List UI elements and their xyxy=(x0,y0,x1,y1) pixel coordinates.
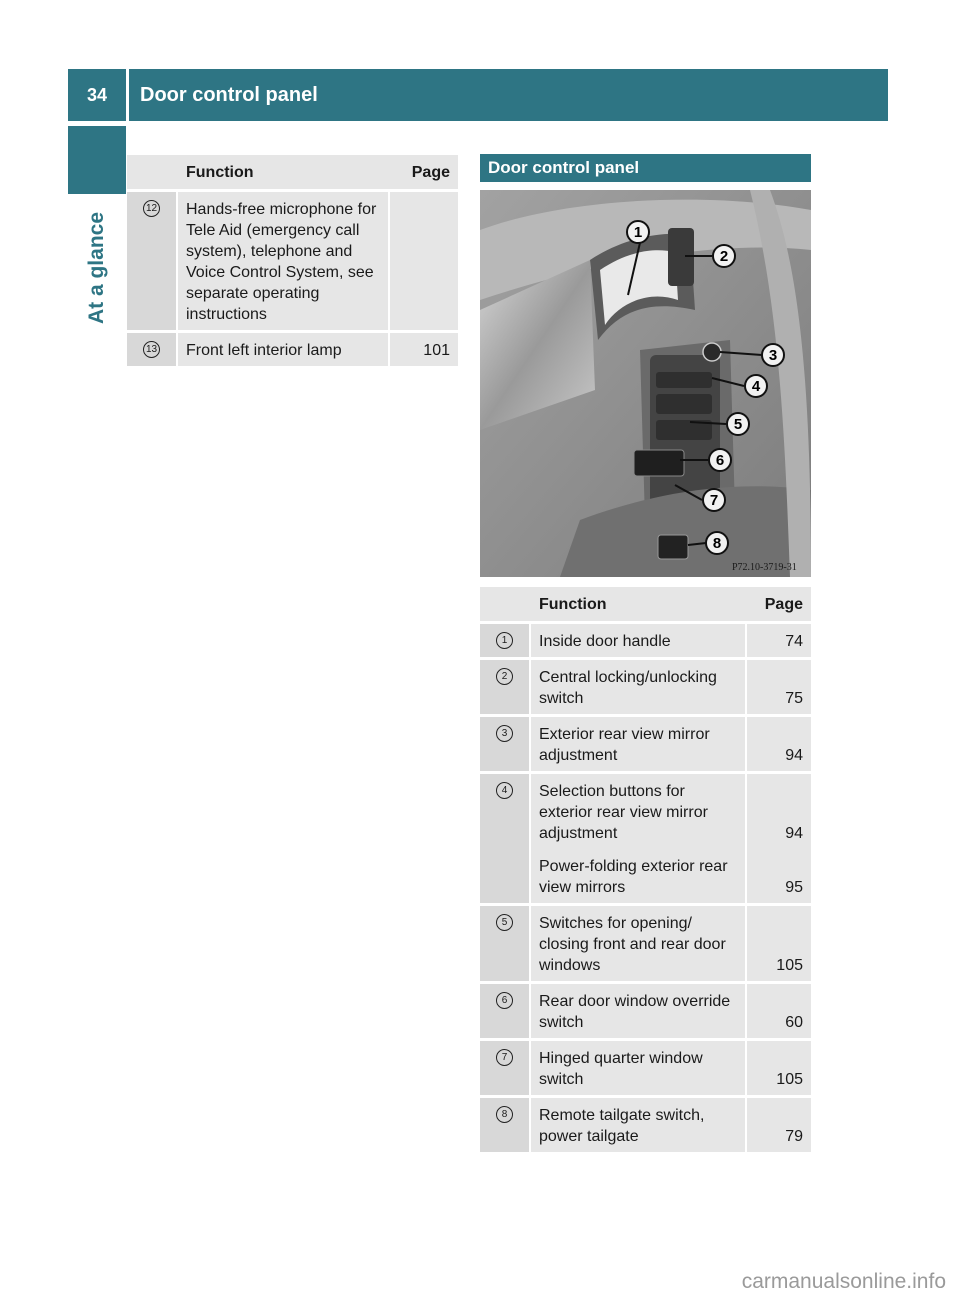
section-heading: Door control panel xyxy=(480,154,811,182)
table-row xyxy=(127,333,458,369)
table-header-row xyxy=(480,587,811,624)
row-page xyxy=(390,192,458,333)
header-function: Function xyxy=(178,155,390,192)
section-tab-label: At a glance xyxy=(85,211,109,325)
left-function-table xyxy=(127,155,458,369)
header-page: Page xyxy=(390,155,458,192)
door-panel-illustration xyxy=(480,190,811,577)
row-function: Switches for opening/ closing front and rear door windows xyxy=(531,906,747,984)
table-row xyxy=(480,717,811,774)
door-panel-photo xyxy=(480,190,811,577)
page-title: Door control panel xyxy=(140,83,318,106)
row-number xyxy=(480,624,531,660)
row-page: 105 xyxy=(747,1041,811,1098)
row-number xyxy=(480,1098,531,1155)
row-number xyxy=(480,1041,531,1098)
number-circle: 13 xyxy=(143,341,160,358)
row-function: Inside door handle xyxy=(531,624,747,660)
table-header-row xyxy=(127,155,458,192)
row-function: Selection buttons for exterior rear view mirror adjustment xyxy=(531,774,747,849)
row-page: 94 xyxy=(747,717,811,774)
header-num xyxy=(127,155,178,192)
callout-5: 5 xyxy=(733,416,743,433)
header-page: Page xyxy=(747,587,811,624)
row-page: 94 xyxy=(747,774,811,849)
row-function: Hinged quarter window switch xyxy=(531,1041,747,1098)
table-row xyxy=(480,660,811,717)
table-row xyxy=(480,984,811,1041)
table-row xyxy=(480,774,811,849)
callout-3: 3 xyxy=(768,347,778,364)
row-number xyxy=(480,774,531,849)
right-function-table xyxy=(480,587,811,1155)
row-number xyxy=(480,849,531,906)
callout-6: 6 xyxy=(715,452,725,469)
row-page: 60 xyxy=(747,984,811,1041)
row-page: 74 xyxy=(747,624,811,660)
number-circle: 5 xyxy=(496,914,513,931)
table-row xyxy=(480,1098,811,1155)
table-row xyxy=(480,1041,811,1098)
row-function: Remote tailgate switch, power tailgate xyxy=(531,1098,747,1155)
header-function: Function xyxy=(531,587,747,624)
header-num xyxy=(480,587,531,624)
row-number xyxy=(127,192,178,333)
row-page: 79 xyxy=(747,1098,811,1155)
row-function: Rear door window override switch xyxy=(531,984,747,1041)
number-circle: 3 xyxy=(496,725,513,742)
number-circle: 7 xyxy=(496,1049,513,1066)
page-number: 34 xyxy=(86,84,108,105)
callout-4: 4 xyxy=(751,378,761,395)
footer-watermark: carmanualsonline.info xyxy=(741,1270,946,1293)
number-circle: 4 xyxy=(496,782,513,799)
callout-2: 2 xyxy=(719,248,729,265)
number-circle: 2 xyxy=(496,668,513,685)
row-page: 101 xyxy=(390,333,458,369)
row-function: Hands-free microphone for Tele Aid (emergency call system), telephone and Voice Control System, see separate operating instructions xyxy=(178,192,390,333)
table-row xyxy=(480,906,811,984)
section-tab-block xyxy=(68,126,126,194)
row-page: 105 xyxy=(747,906,811,984)
row-number xyxy=(127,333,178,369)
table-row xyxy=(480,624,811,660)
row-function: Central locking/unlocking switch xyxy=(531,660,747,717)
callout-7: 7 xyxy=(709,492,719,509)
row-number xyxy=(480,906,531,984)
image-code: P72.10-3719-31 xyxy=(732,562,797,573)
row-number xyxy=(480,984,531,1041)
row-function: Front left interior lamp xyxy=(178,333,390,369)
section-tab xyxy=(72,198,122,338)
table-row xyxy=(127,192,458,333)
number-circle: 8 xyxy=(496,1106,513,1123)
callout-8: 8 xyxy=(712,535,722,552)
number-circle: 6 xyxy=(496,992,513,1009)
row-number xyxy=(480,660,531,717)
row-page: 95 xyxy=(747,849,811,906)
row-function: Exterior rear view mirror adjustment xyxy=(531,717,747,774)
number-circle: 1 xyxy=(496,632,513,649)
table-row xyxy=(480,849,811,906)
callout-1: 1 xyxy=(633,224,643,241)
header-divider xyxy=(126,69,129,121)
row-page: 75 xyxy=(747,660,811,717)
number-circle: 12 xyxy=(143,200,160,217)
row-function: Power-folding exterior rear view mirrors xyxy=(531,849,747,906)
row-number xyxy=(480,717,531,774)
